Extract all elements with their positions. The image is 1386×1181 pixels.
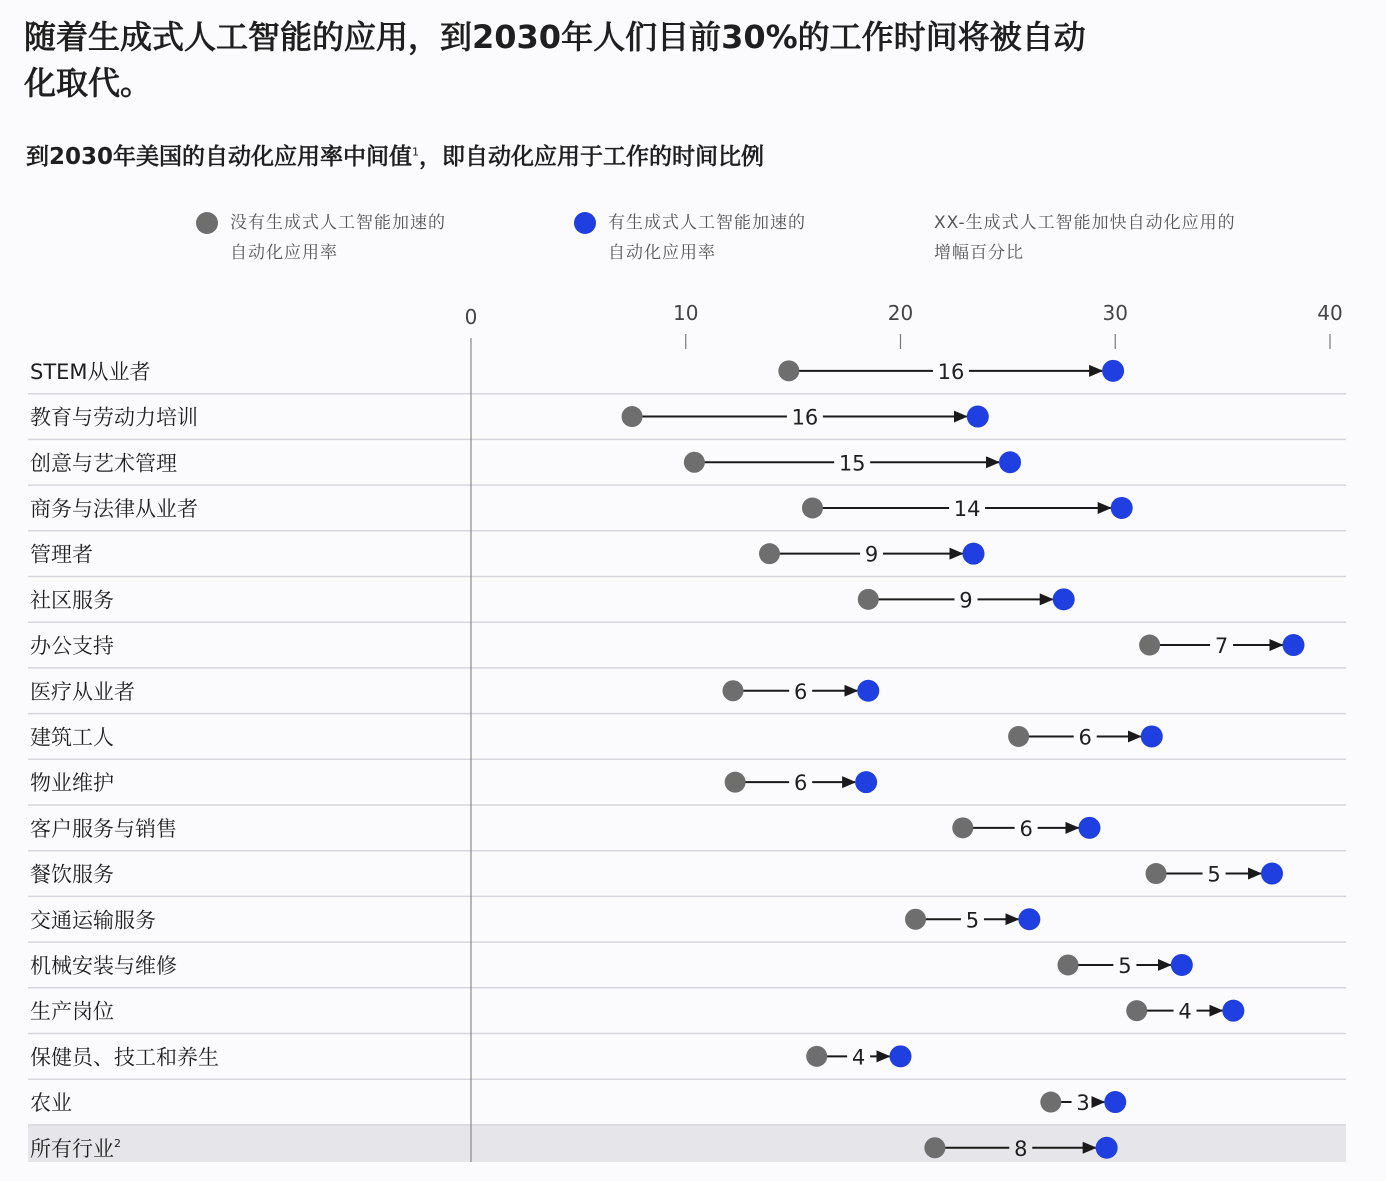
legend-label-diff: XX-生成式人工智能加快自动化应用的 增幅百分比 [934,213,1236,263]
point-without-genai [806,1046,827,1067]
highlight-row-bg [28,1125,1346,1162]
diff-label: 16 [937,359,965,384]
x-tick-label: 20 [887,301,914,325]
x-tick-label: 10 [673,301,699,325]
point-with-genai [1096,1137,1118,1159]
point-without-genai [684,452,705,473]
point-with-genai [1078,817,1100,839]
diff-label: 6 [1019,816,1033,841]
point-without-genai [1146,863,1167,884]
diff-label: 9 [864,542,879,567]
diff-label: 16 [791,405,819,430]
point-without-genai [1008,726,1029,747]
point-without-genai [759,543,780,564]
diff-label: 6 [793,771,808,796]
point-without-genai [1058,954,1079,975]
category-label: 管理者 [30,542,93,567]
point-without-genai [952,817,973,838]
category-label: 教育与劳动力培训 [30,405,198,430]
category-label: 保健员、技工和养生 [30,1045,219,1070]
category-label: 社区服务 [30,588,114,613]
point-with-genai [967,406,989,428]
category-label: 建筑工人 [30,725,114,750]
diff-label: 7 [1214,634,1229,659]
point-without-genai [924,1137,945,1158]
category-label: 机械安装与维修 [30,953,177,978]
page-title: 随着生成式人工智能的应用，到2030年人们目前30%的工作时间将被自动化取代。 [24,18,1086,102]
point-with-genai [1104,1091,1126,1113]
category-label: 所有行业$^2$ [30,1136,121,1161]
subtitle-rest: ，即自动化应用于工作的时间比例 [419,144,765,170]
point-with-genai [890,1045,912,1067]
point-with-genai [999,451,1021,473]
footnote-mark: 2 [114,1136,121,1150]
subtitle-footnote-mark: 1 [412,145,420,159]
point-with-genai [855,771,877,793]
point-with-genai [1282,634,1304,656]
point-without-genai [802,497,823,518]
diff-label: 5 [965,908,980,933]
point-with-genai [1261,863,1283,885]
category-label: 交通运输服务 [30,908,156,933]
point-without-genai [622,406,643,427]
diff-label: 8 [1014,1136,1028,1161]
point-with-genai [857,680,879,702]
category-label: 农业 [30,1091,72,1116]
category-label: 商务与法律从业者 [30,496,198,521]
diff-label: 3 [1076,1091,1090,1116]
point-with-genai [1171,954,1193,976]
point-with-genai [1111,497,1133,519]
category-label: 餐饮服务 [30,862,114,887]
point-without-genai [725,772,746,793]
category-label: 生产岗位 [30,999,114,1024]
category-label: 医疗从业者 [30,679,135,704]
x-tick-label: 30 [1102,301,1128,325]
diff-label: 6 [1078,725,1092,750]
point-with-genai [1102,360,1124,382]
x-tick-label: 0 [464,305,478,329]
diff-label: 4 [1178,999,1192,1024]
point-without-genai [1040,1092,1061,1113]
diff-label: 14 [953,496,981,521]
diff-label: 4 [851,1045,866,1070]
category-label: 物业维护 [30,771,114,796]
legend-label-with: 有生成式人工智能加速的 自动化应用率 [608,213,806,263]
x-tick-label: 40 [1317,301,1343,325]
category-label: 办公支持 [30,634,114,659]
point-with-genai [1053,588,1075,610]
diff-label: 6 [793,679,808,704]
point-with-genai [1222,1000,1244,1022]
diff-label: 5 [1207,862,1221,887]
category-label: 客户服务与销售 [30,816,177,841]
point-with-genai [1141,725,1163,747]
point-without-genai [778,360,799,381]
point-without-genai [722,680,743,701]
point-without-genai [858,589,879,610]
diff-label: 9 [959,588,973,613]
category-label: STEM从业者 [30,359,151,384]
point-without-genai [905,909,926,930]
diff-label: 5 [1118,953,1132,978]
subtitle-main: 到2030年美国的自动化应用率中间值 [26,144,413,170]
diff-label: 15 [838,451,866,476]
point-with-genai [1018,908,1040,930]
legend-label-without: 没有生成式人工智能加速的 自动化应用率 [230,213,446,263]
point-with-genai [963,543,985,565]
point-without-genai [1139,635,1160,656]
point-without-genai [1126,1000,1147,1021]
category-label: 创意与艺术管理 [30,451,177,476]
